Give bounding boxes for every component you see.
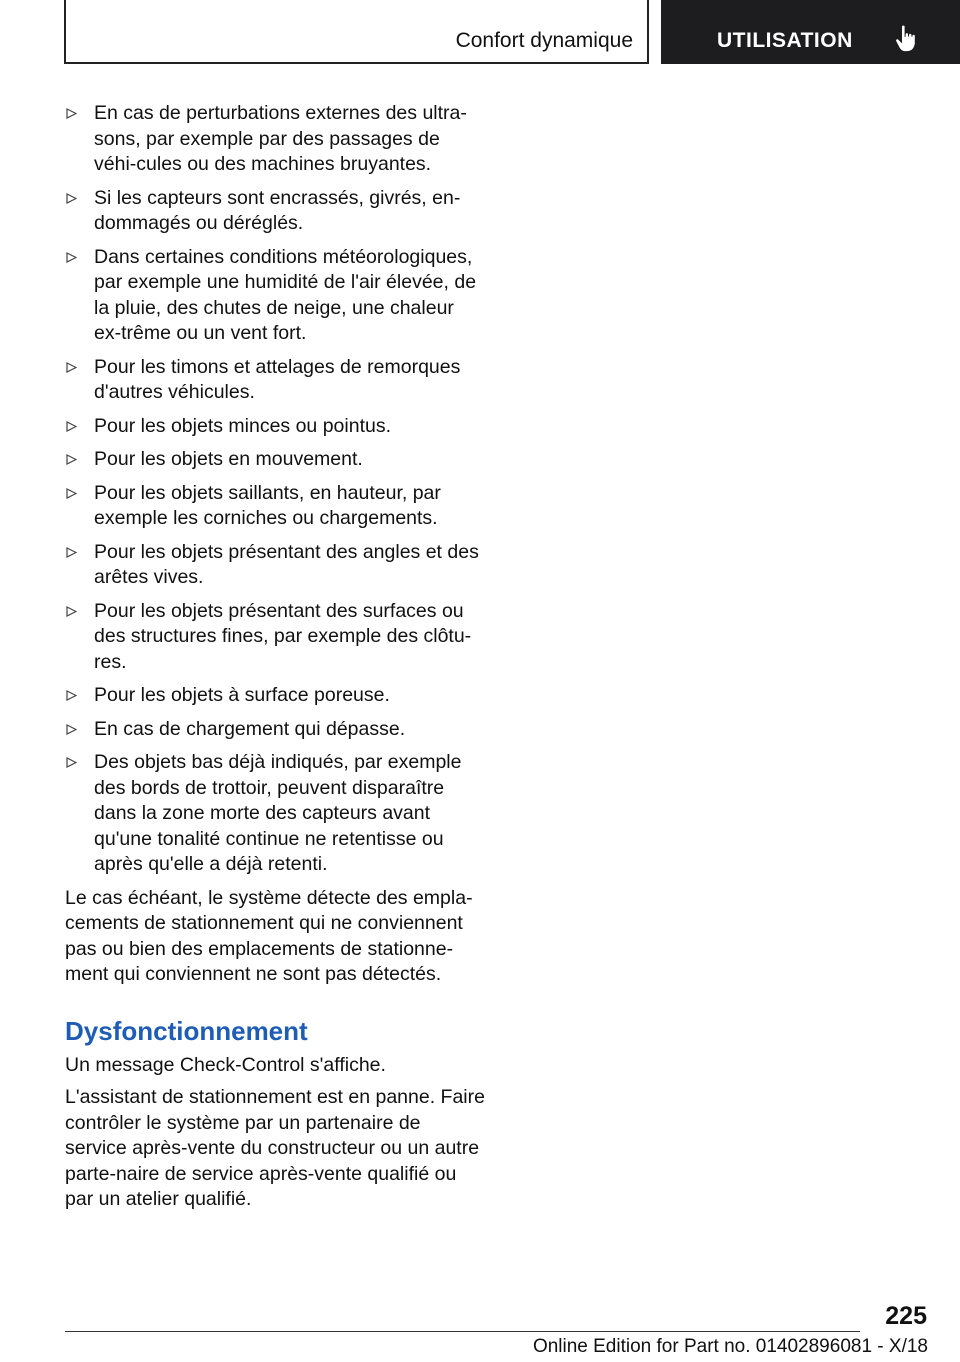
list-item: [65, 481, 485, 532]
header-section-title: Confort dynamique: [455, 29, 633, 52]
hand-pointer-icon: [895, 24, 921, 54]
triangle-bullet-icon: [66, 547, 77, 558]
list-item-text: Pour les objets minces ou pointus.: [94, 414, 391, 437]
body-paragraph: Un message Check-Control s'affiche.: [65, 1053, 386, 1076]
list-item-text: Pour les objets saillants, en hauteur, par exemple les corniches ou chargements.: [94, 481, 441, 529]
list-item-text: Pour les objets en mouvement.: [94, 448, 363, 470]
bullet-list: [65, 101, 485, 878]
list-item: [65, 540, 485, 591]
triangle-bullet-icon: [66, 724, 77, 735]
triangle-bullet-icon: [66, 362, 77, 373]
list-item: [65, 599, 485, 676]
page-number: 225: [885, 1302, 927, 1330]
triangle-bullet-icon: [66, 606, 77, 617]
triangle-bullet-icon: [66, 454, 77, 465]
triangle-bullet-icon: [66, 193, 77, 204]
list-item-text: En cas de perturbations externes des ultra-sons, par exemple par des passages de véhi-cules ou des machines bruyantes.: [94, 102, 467, 175]
footer-divider: [65, 1331, 860, 1332]
triangle-bullet-icon: [66, 488, 77, 499]
list-item-text: Pour les objets présentant des angles et des arêtes vives.: [94, 540, 479, 588]
header-chapter-tab: [661, 0, 960, 64]
list-item-text: Dans certaines conditions météorologiques, par exemple une humidité de l'air élevée, de la pluie, des chutes de neige, une chaleur ex-trême ou un vent fort.: [94, 245, 477, 344]
triangle-bullet-icon: [66, 421, 77, 432]
list-item-text: Si les capteurs sont encrassés, givrés, en-dommagés ou déréglés.: [94, 186, 461, 234]
list-item-text: En cas de chargement qui dépasse.: [94, 717, 406, 740]
body-paragraph: Le cas échéant, le système détecte des empla-cements de stationnement qui ne conviennent pas ou bien des emplacements de stationne-ment qui conviennent ne sont pas détectés.: [65, 886, 473, 985]
main-content: [65, 101, 485, 1220]
list-item-text: Pour les objets présentant des surfaces ou des structures fines, par exemple des clôtu-res.: [94, 599, 472, 673]
triangle-bullet-icon: [66, 757, 77, 768]
list-item: [65, 717, 485, 743]
footer-edition-text: Online Edition for Part no. 01402896081 - X/18: [532, 1336, 928, 1357]
triangle-bullet-icon: [66, 252, 77, 263]
list-item: [65, 447, 485, 473]
triangle-bullet-icon: [66, 690, 77, 701]
list-item: [65, 101, 485, 178]
list-item-text: Pour les objets à surface poreuse.: [94, 684, 390, 706]
list-item: [65, 414, 485, 440]
list-item: [65, 355, 485, 406]
list-item: [65, 186, 485, 237]
list-item: [65, 750, 485, 878]
triangle-bullet-icon: [66, 108, 77, 119]
header-section-box: [64, 0, 649, 64]
list-item: [65, 683, 485, 709]
list-item-text: Des objets bas déjà indiqués, par exemple des bords de trottoir, peuvent disparaître dans la zone morte des capteurs avant qu'une tonalité continue ne retentisse ou après qu'elle a déjà retenti.: [94, 751, 462, 875]
section-heading: Dysfonctionnement: [65, 1015, 308, 1046]
list-item: [65, 245, 485, 347]
body-paragraph: L'assistant de stationnement est en panne. Faire contrôler le système par un partenaire de service après-vente du constructeur ou un autre parte-naire de service après-vente qualifié ou par un atelier qualifié.: [65, 1086, 485, 1210]
header-chapter-title: UTILISATION: [717, 29, 853, 52]
list-item-text: Pour les timons et attelages de remorques d'autres véhicules.: [94, 355, 461, 403]
